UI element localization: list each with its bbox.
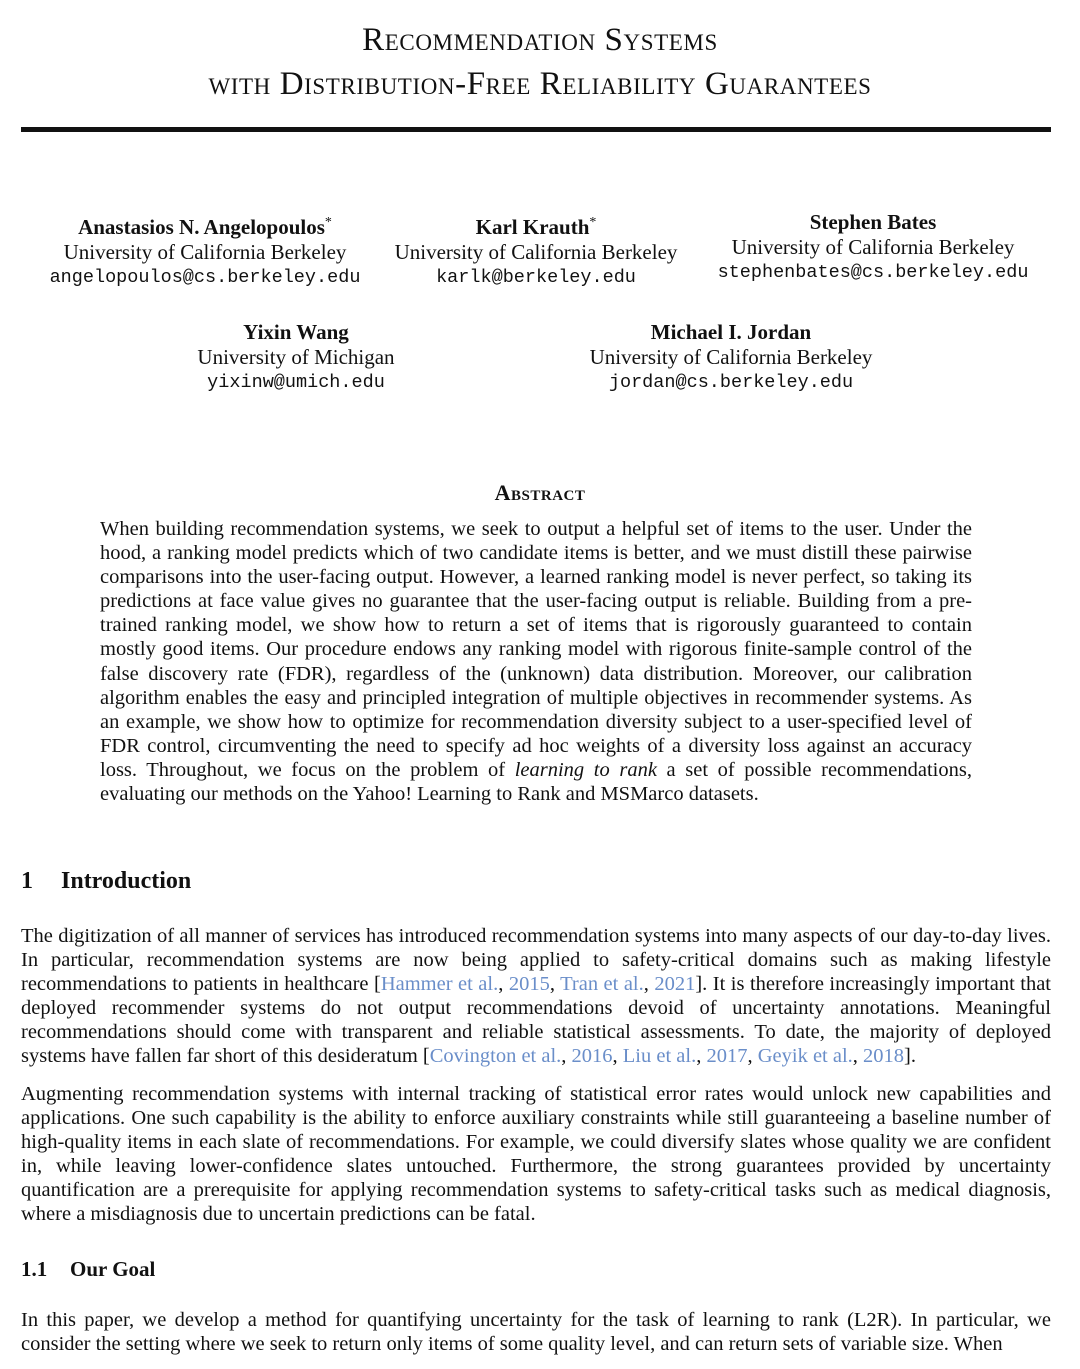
citation-link[interactable]: Tran et al.: [560, 973, 644, 996]
abstract-text: When building recommendation systems, we seek to output a helpful set of items to the user. Under the hood, a ranking model predicts which of two candidate items is better, and we must distill these pairwise comparisons into the user-facing output. However, a learned ranking model is never perfect, so taking its predictions at face value gives no guarantee that the user-facing output is reliable. Building from a pre-trained ranking model, we show how to return a set of items that is rigorously guaranteed to contain mostly good items. Our procedure endows any ranking model with rigorous finite-sample control of the false discovery rate (FDR), regardless of the (unknown) data distribution. Moreover, our calibration algorithm enables the easy and principled integration of multiple objectives in recommender systems. As an example, we show how to optimize for recommendation diversity subject to a user-specified level of FDR control, circumventing the need to specify ad hoc weights of a diversity loss against an accuracy loss. Throughout, we focus on the problem of learning to rank a set of possible recommendations, evaluating our methods on the Yahoo! Learning to Rank and MSMarco datasets.: [100, 518, 972, 806]
author-affiliation: University of California Berkeley: [589, 345, 873, 369]
goal-paragraph: In this paper, we develop a method for quantifying uncertainty for the task of learning to rank (L2R). In particular, we consider the setting where we seek to return only items of some quality level, and can return sets of variable size. When: [21, 1309, 1051, 1356]
author-name: Stephen Bates: [809, 210, 937, 234]
citation-link[interactable]: 2015: [508, 973, 550, 996]
abstract-heading: Abstract: [494, 480, 586, 505]
citation-link[interactable]: 2021: [654, 973, 696, 996]
author-block: [197, 320, 394, 395]
author-email[interactable]: yixinw@umich.edu: [207, 372, 385, 393]
author-email[interactable]: angelopoulos@cs.berkeley.edu: [49, 267, 361, 288]
author-affiliation: University of California Berkeley: [394, 240, 678, 264]
author-email[interactable]: karlk@berkeley.edu: [436, 267, 636, 288]
citation-link[interactable]: Hammer et al.: [380, 973, 499, 996]
citation-link[interactable]: Covington et al.: [429, 1045, 562, 1068]
author-name: Yixin Wang: [243, 320, 349, 344]
author-block: [50, 210, 361, 290]
author-name: Michael I. Jordan: [650, 320, 812, 344]
citation-link[interactable]: 2017: [706, 1045, 748, 1068]
paper-title: [0, 18, 1080, 106]
author-affiliation: University of California Berkeley: [731, 235, 1015, 259]
author-name: Anastasios N. Angelopoulos*: [78, 215, 332, 239]
author-block: [395, 210, 678, 290]
section-number: 1: [21, 868, 33, 894]
author-block: [718, 210, 1029, 285]
author-block: [590, 320, 873, 395]
section-heading: [21, 868, 191, 895]
title-rule: [21, 127, 1051, 132]
paper-title-line-1: Recommendation Systems: [362, 22, 718, 58]
paper-title-line-2: with Distribution-Free Reliability Guarantees: [208, 66, 872, 102]
section-title: Introduction: [61, 868, 192, 894]
subsection-title: Our Goal: [70, 1257, 156, 1281]
author-affiliation: University of California Berkeley: [63, 240, 347, 264]
author-affiliation: University of Michigan: [197, 345, 395, 369]
citation-link[interactable]: 2016: [571, 1045, 613, 1068]
citation-link[interactable]: 2018: [863, 1045, 905, 1068]
subsection-number: 1.1: [21, 1257, 48, 1281]
subsection-heading: [21, 1257, 155, 1282]
author-email[interactable]: stephenbates@cs.berkeley.edu: [717, 262, 1029, 283]
author-name: Karl Krauth*: [475, 215, 597, 239]
citation-link[interactable]: Liu et al.: [622, 1045, 697, 1068]
intro-paragraph-1: The digitization of all manner of services has introduced recommendation systems into many aspects of our day-to-day lives. In particular, recommendation systems are now being applied to safety-critical domains such as making lifestyle recommendations to patients in healthcare [Hammer et al., 2015, Tran et al., 2021]. It is therefore increasingly important that deployed recommender systems do not output recommendations devoid of uncertainty annotations. Meaningful recommendations should come with transparent and reliable statistical assessments. To date, the majority of deployed systems have fallen far short of this desideratum [Covington et al., 2016, Liu et al., 2017, Geyik et al., 2018].: [21, 925, 1051, 1068]
citation-link[interactable]: Geyik et al.: [757, 1045, 853, 1068]
intro-paragraph-2: Augmenting recommendation systems with internal tracking of statistical error rates would unlock new capabilities and applications. One such capability is the ability to enforce auxiliary constraints while still guaranteeing a baseline number of high-quality items in each slate of recommendations. For example, we could diversify slates whose quality we are confident in, while leaving lower-confidence slates untouched. Furthermore, the strong guarantees provided by uncertainty quantification are a prerequisite for applying recommendation systems to safety-critical tasks such as medical diagnosis, where a misdiagnosis due to uncertain predictions can be fatal.: [21, 1083, 1051, 1226]
author-email[interactable]: jordan@cs.berkeley.edu: [608, 372, 854, 393]
